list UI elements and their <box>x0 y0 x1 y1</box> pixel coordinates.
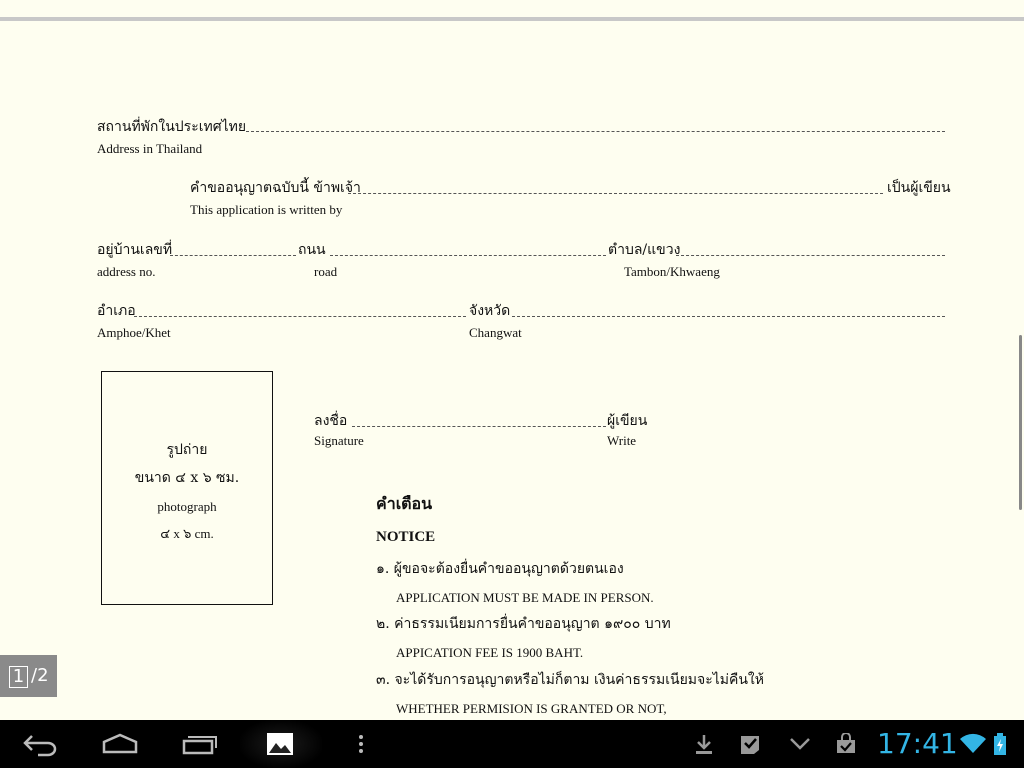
home-button[interactable] <box>98 720 142 768</box>
tambon-label-en: Tambon/Khwaeng <box>624 264 720 279</box>
battery-status <box>990 720 1010 768</box>
current-page: 1 <box>9 666 28 688</box>
wifi-icon <box>959 733 987 755</box>
photo-label-en: photograph <box>157 499 217 514</box>
notice-title-en: NOTICE <box>376 529 436 545</box>
changwat-label-en: Changwat <box>469 325 522 340</box>
download-icon <box>694 732 714 756</box>
signature-label-en: Signature <box>314 433 364 448</box>
address-no-line <box>170 255 296 256</box>
notice-item-1-en: APPLICATION MUST BE MADE IN PERSON. <box>396 590 654 605</box>
home-icon <box>100 732 140 756</box>
changwat-label-th: จังหวัด <box>469 303 511 319</box>
expand-notifications[interactable] <box>786 720 814 768</box>
wifi-status <box>958 720 988 768</box>
clock[interactable]: 17:41 <box>877 727 958 760</box>
written-by-label-en: This application is written by <box>190 202 343 217</box>
amphoe-label-th: อำเภอ <box>97 303 136 319</box>
page-indicator[interactable] <box>0 655 57 697</box>
address-no-label-en: address no. <box>97 264 156 279</box>
overflow-menu-button[interactable] <box>350 720 372 768</box>
written-by-label-th: คำขออนุญาตฉบับนี้ ข้าพเจ้า <box>190 180 361 196</box>
address-thailand-label-th: สถานที่พักในประเทศไทย <box>97 119 247 135</box>
notice-title-th: คำเตือน <box>376 494 433 513</box>
signature-label-th: ลงชื่อ <box>314 413 348 429</box>
changwat-line <box>512 316 945 317</box>
battery-icon <box>993 732 1007 756</box>
photo-label-th: รูปถ่าย <box>166 442 208 458</box>
photo-size-en: ๔ x ๖ cm. <box>160 526 214 541</box>
signature-line <box>352 426 606 427</box>
download-notification[interactable] <box>690 720 718 768</box>
recent-apps-button[interactable] <box>178 720 222 768</box>
notice-item-3-th: ๓. จะได้รับการอนุญาตหรือไม่ก็ตาม เงินค่าธรรมเนียมจะไม่คืนให้ <box>376 672 764 688</box>
signature-suffix-en: Write <box>607 433 637 448</box>
road-label-en: road <box>314 264 338 279</box>
photo-box <box>101 371 273 605</box>
notice-item-3-en: WHETHER PERMISION IS GRANTED OR NOT, <box>396 701 667 716</box>
gallery-icon <box>265 731 295 757</box>
back-button[interactable] <box>18 720 62 768</box>
notice-item-1-th: ๑. ผู้ขอจะต้องยื่นคำขออนุญาตด้วยตนเอง <box>376 561 624 577</box>
address-thailand-label-en: Address in Thailand <box>97 141 203 156</box>
signature-suffix-th: ผู้เขียน <box>607 413 648 429</box>
back-icon <box>20 731 60 757</box>
photo-size-th: ขนาด ๔ x ๖ ซม. <box>134 470 240 486</box>
amphoe-label-en: Amphoe/Khet <box>97 325 171 340</box>
store-notification[interactable] <box>832 720 860 768</box>
chevron-down-icon <box>789 737 811 751</box>
check-notification-icon <box>738 732 762 756</box>
road-line <box>330 255 606 256</box>
document-page[interactable] <box>0 21 1024 720</box>
road-label-th: ถนน <box>298 242 326 258</box>
address-no-label-th: อยู่บ้านเลขที่ <box>97 242 173 258</box>
task-notification[interactable] <box>736 720 764 768</box>
system-bar <box>0 720 1024 768</box>
written-by-suffix-th: เป็นผู้เขียน <box>887 180 951 196</box>
menu-dots-icon <box>358 734 364 754</box>
written-by-line <box>348 193 883 194</box>
amphoe-line <box>134 316 466 317</box>
tambon-line <box>676 255 945 256</box>
gallery-app-button[interactable] <box>258 720 302 768</box>
recent-apps-icon <box>180 732 220 756</box>
address-thailand-line <box>246 131 945 132</box>
shopping-bag-icon <box>835 733 857 755</box>
notice-item-2-en: APPICATION FEE IS 1900 BAHT. <box>396 645 584 660</box>
total-pages: /2 <box>31 665 49 686</box>
notice-item-2-th: ๒. ค่าธรรมเนียมการยื่นคำขออนุญาต ๑๙๐๐ บาท <box>376 616 671 632</box>
tambon-label-th: ตำบล/แขวง <box>608 242 681 258</box>
vertical-scrollbar[interactable] <box>1019 335 1022 510</box>
